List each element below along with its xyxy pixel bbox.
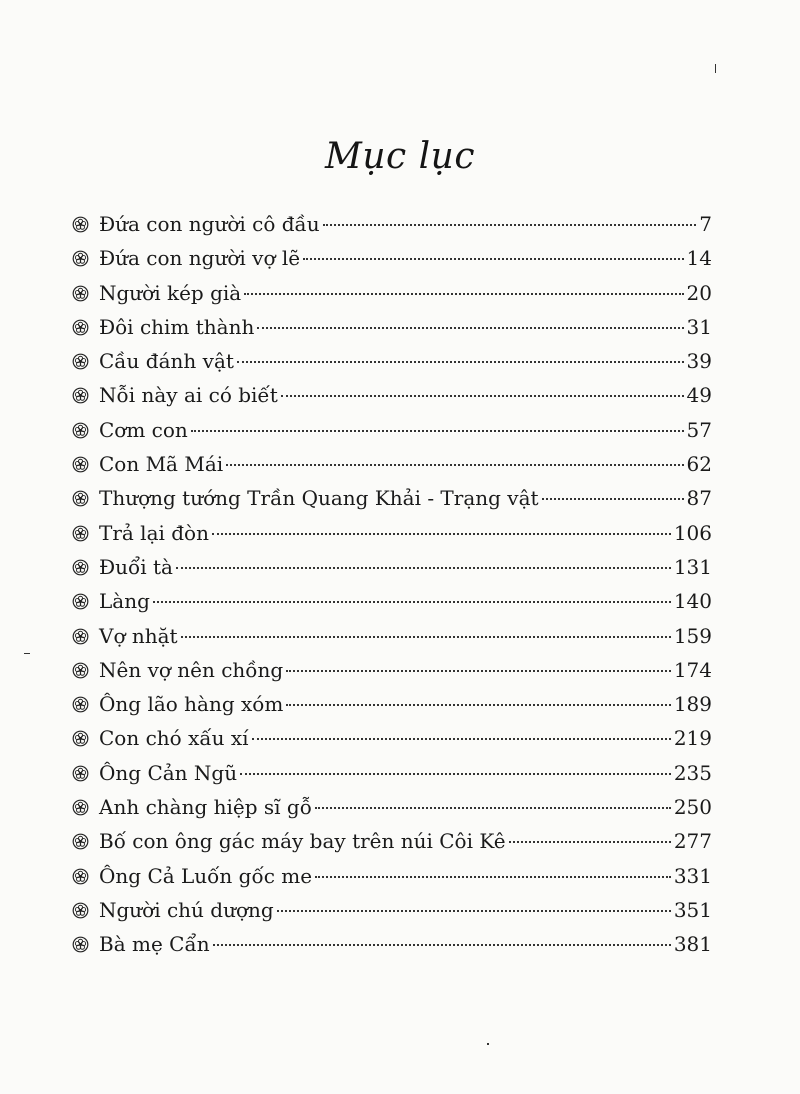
toc-entry-title: Con Mã Mái	[99, 452, 224, 477]
dot-leader	[212, 533, 671, 535]
toc-entry-page-number: 14	[686, 246, 712, 271]
toc-entry-page-number: 7	[699, 212, 712, 236]
toc-entry-page-number: 189	[673, 692, 712, 717]
flower-rosette-icon	[72, 422, 92, 439]
dot-leader	[176, 567, 671, 569]
toc-entry	[72, 378, 712, 412]
toc-entry-title: Ông lão hàng xóm	[99, 692, 284, 717]
dot-leader	[315, 876, 671, 878]
toc-entry-title: Thượng tướng Trần Quang Khải - Trạng vật	[99, 486, 539, 511]
toc-entry	[72, 550, 712, 584]
toc-entry-title: Đứa con người cô đầu	[99, 212, 320, 236]
toc-entry-page-number: 174	[673, 657, 712, 682]
dot-leader	[240, 773, 671, 775]
flower-rosette-icon	[72, 868, 92, 885]
dot-leader	[323, 224, 697, 226]
dot-leader	[277, 910, 671, 912]
dot-leader	[237, 361, 684, 363]
toc-entry	[72, 207, 712, 241]
flower-rosette-icon	[72, 936, 92, 953]
toc-entry	[72, 516, 712, 550]
flower-rosette-icon	[72, 696, 92, 713]
flower-rosette-icon	[72, 250, 92, 267]
toc-entry-page-number: 39	[686, 349, 712, 374]
toc-entry-title: Đứa con người vợ lẽ	[99, 246, 301, 271]
flower-rosette-icon	[72, 902, 92, 919]
margin-mark	[24, 653, 30, 654]
dot-leader	[286, 704, 671, 706]
toc-entry-page-number: 235	[673, 760, 712, 785]
flower-rosette-icon	[72, 456, 92, 473]
toc-entry	[72, 276, 712, 310]
toc-entry-page-number: 381	[673, 932, 712, 957]
table-of-contents	[72, 207, 712, 962]
dot-leader	[213, 944, 671, 946]
toc-entry-title: Bà mẹ Cẩn	[99, 932, 210, 957]
dot-leader	[244, 293, 683, 295]
toc-entry-title: Cầu đánh vật	[99, 349, 234, 374]
toc-entry-title: Người kép già	[99, 280, 242, 305]
margin-mark	[487, 1043, 489, 1045]
toc-entry	[72, 310, 712, 344]
dot-leader	[315, 807, 671, 809]
flower-rosette-icon	[72, 559, 92, 576]
toc-entry	[72, 241, 712, 275]
flower-rosette-icon	[72, 730, 92, 747]
flower-rosette-icon	[72, 833, 92, 850]
flower-rosette-icon	[72, 387, 92, 404]
flower-rosette-icon	[72, 799, 92, 816]
toc-entry-title: Bố con ông gác máy bay trên núi Côi Kê	[99, 829, 506, 854]
toc-entry	[72, 859, 712, 893]
toc-entry	[72, 927, 712, 961]
dot-leader	[286, 670, 671, 672]
toc-entry-page-number: 250	[673, 795, 712, 820]
toc-entry	[72, 344, 712, 378]
flower-rosette-icon	[72, 765, 92, 782]
margin-mark	[715, 64, 716, 73]
toc-entry-page-number: 31	[686, 314, 712, 339]
toc-entry-title: Ông Cả Luốn gốc me	[99, 863, 313, 888]
dot-leader	[181, 636, 671, 638]
toc-entry-page-number: 57	[686, 417, 712, 442]
toc-entry-page-number: 131	[673, 554, 712, 579]
dot-leader	[191, 430, 684, 432]
flower-rosette-icon	[72, 593, 92, 610]
toc-entry-title: Vợ nhặt	[99, 623, 178, 648]
toc-entry-title: Nỗi này ai có biết	[99, 383, 278, 408]
dot-leader	[153, 601, 671, 603]
dot-leader	[252, 738, 671, 740]
toc-entry-title: Nên vợ nên chồng	[99, 657, 284, 682]
toc-entry-title: Đuổi tà	[99, 554, 173, 579]
toc-entry-page-number: 351	[673, 897, 712, 922]
toc-entry	[72, 790, 712, 824]
toc-entry	[72, 584, 712, 618]
toc-entry	[72, 413, 712, 447]
dot-leader	[281, 395, 684, 397]
toc-entry-page-number: 87	[686, 486, 712, 511]
toc-entry	[72, 687, 712, 721]
toc-entry-title: Trả lại đòn	[99, 520, 209, 545]
toc-entry-page-number: 140	[673, 589, 712, 614]
toc-entry-title: Anh chàng hiệp sĩ gỗ	[99, 795, 312, 820]
toc-entry-page-number: 62	[686, 452, 712, 477]
toc-entry-title: Làng	[99, 589, 150, 614]
toc-entry-page-number: 49	[686, 383, 712, 408]
toc-entry-title: Người chú dượng	[99, 897, 274, 922]
toc-entry-title: Cơm con	[99, 417, 188, 442]
toc-entry	[72, 619, 712, 653]
toc-entry-page-number: 106	[673, 520, 712, 545]
dot-leader	[257, 327, 683, 329]
page-title: Mục lục	[324, 136, 475, 177]
flower-rosette-icon	[72, 216, 92, 233]
toc-entry-title: Ông Cản Ngũ	[99, 760, 238, 785]
toc-entry-page-number: 20	[686, 280, 712, 305]
toc-entry-page-number: 277	[673, 829, 712, 854]
dot-leader	[509, 841, 671, 843]
flower-rosette-icon	[72, 353, 92, 370]
toc-entry	[72, 653, 712, 687]
dot-leader	[303, 258, 683, 260]
flower-rosette-icon	[72, 525, 92, 542]
dot-leader	[226, 464, 683, 466]
flower-rosette-icon	[72, 285, 92, 302]
toc-entry-page-number: 159	[673, 623, 712, 648]
flower-rosette-icon	[72, 628, 92, 645]
toc-entry-title: Con chó xấu xí	[99, 726, 249, 751]
flower-rosette-icon	[72, 319, 92, 336]
toc-entry-page-number: 331	[673, 863, 712, 888]
toc-entry	[72, 481, 712, 515]
dot-leader	[542, 498, 684, 500]
toc-entry-title: Đôi chim thành	[99, 314, 255, 339]
toc-entry	[72, 721, 712, 755]
toc-entry	[72, 756, 712, 790]
toc-entry	[72, 893, 712, 927]
toc-entry	[72, 824, 712, 858]
toc-entry	[72, 447, 712, 481]
flower-rosette-icon	[72, 662, 92, 679]
flower-rosette-icon	[72, 490, 92, 507]
toc-entry-page-number: 219	[673, 726, 712, 751]
